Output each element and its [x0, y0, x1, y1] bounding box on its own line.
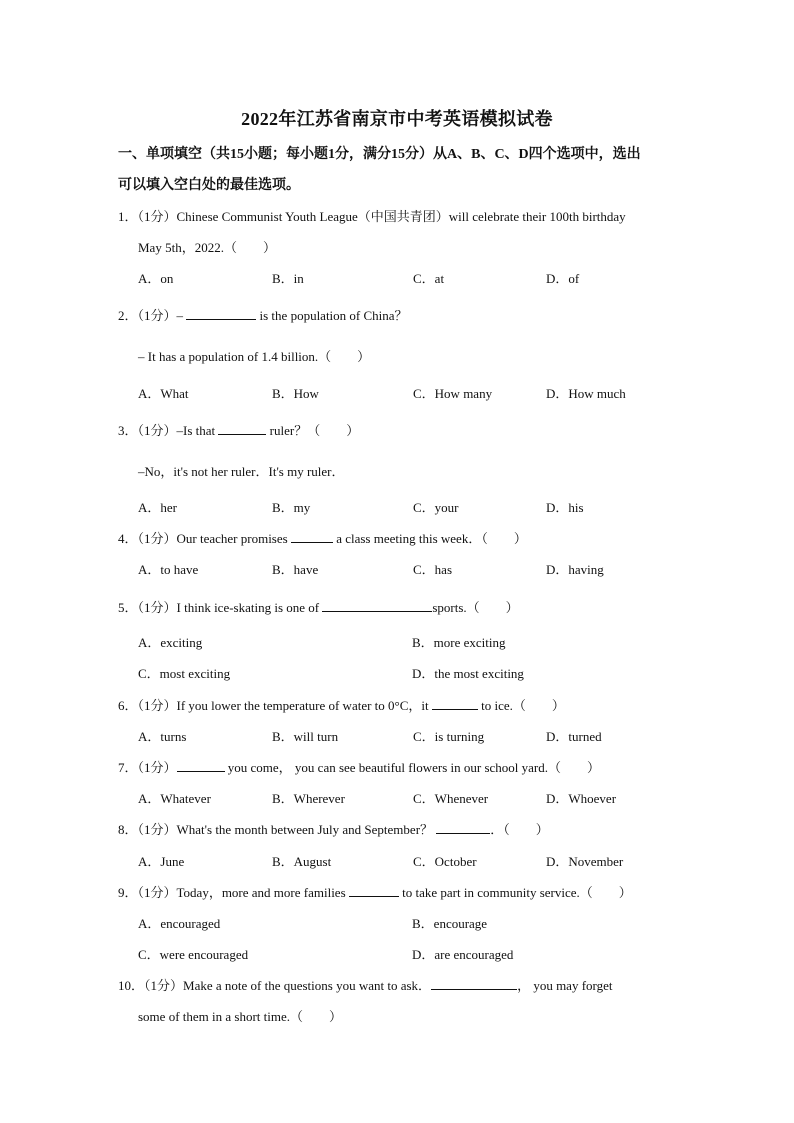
- question-10: [118, 970, 688, 1032]
- answer-blank[interactable]: [431, 975, 517, 990]
- question-stem-post: you come， you can see beautiful flowers in our school yard.（ ）: [224, 760, 600, 775]
- option-d[interactable]: D．the most exciting: [412, 666, 524, 681]
- options-5-row-1: [138, 627, 698, 658]
- section-instructions: [118, 139, 688, 201]
- option-b[interactable]: B．August: [272, 854, 332, 869]
- section-line-1: 一、单项填空（共15小题；每小题1分，满分15分）从A、B、C、D四个选项中，选出: [118, 147, 641, 162]
- option-c[interactable]: C．is turning: [413, 729, 485, 744]
- question-4: [118, 523, 688, 554]
- question-9: [118, 877, 688, 908]
- option-d[interactable]: D．Whoever: [546, 791, 617, 806]
- question-stem-pre: –Is that: [176, 423, 219, 438]
- option-c[interactable]: C．How many: [413, 386, 493, 401]
- option-b[interactable]: B．will turn: [272, 729, 339, 744]
- question-3-reply: –No，it's not her ruler．It's my ruler．: [138, 464, 345, 479]
- option-d[interactable]: D．are encouraged: [412, 947, 514, 962]
- question-number: 7．（1分）: [118, 760, 177, 775]
- options-6: [138, 721, 698, 752]
- option-a[interactable]: A．to have: [138, 562, 199, 577]
- question-number: 9．（1分）: [118, 885, 177, 900]
- question-7: [118, 752, 688, 783]
- option-b[interactable]: B．encourage: [412, 916, 488, 931]
- answer-blank[interactable]: [218, 420, 266, 435]
- option-d[interactable]: D．November: [546, 854, 624, 869]
- question-number: 6．（1分）: [118, 698, 177, 713]
- question-stem-post: to ice.（ ）: [477, 698, 565, 713]
- answer-blank[interactable]: [349, 882, 399, 897]
- option-d[interactable]: D．of: [546, 271, 580, 286]
- options-1: [138, 263, 698, 294]
- question-number: 2．（1分）: [118, 308, 177, 323]
- option-c[interactable]: C．October: [413, 854, 477, 869]
- question-stem-post: sports.（ ）: [432, 600, 519, 615]
- question-number: 4．（1分）: [118, 531, 177, 546]
- question-stem-continued: May 5th，2022.（ ）: [138, 240, 276, 255]
- question-8: [118, 814, 688, 845]
- answer-blank[interactable]: [436, 819, 490, 834]
- question-3: [118, 415, 688, 446]
- exam-title: 2022年江苏省南京市中考英语模拟试卷: [241, 109, 553, 129]
- question-1: [118, 201, 688, 263]
- option-b[interactable]: B．have: [272, 562, 319, 577]
- question-number: 10．（1分）: [118, 978, 184, 993]
- option-a[interactable]: A．encouraged: [138, 916, 221, 931]
- question-stem-post: is the population of China？: [256, 308, 408, 323]
- option-c[interactable]: C．has: [413, 562, 453, 577]
- option-d[interactable]: D．his: [546, 500, 584, 515]
- answer-blank[interactable]: [322, 597, 432, 612]
- options-9-row-1: [138, 908, 698, 939]
- option-c[interactable]: C．most exciting: [138, 666, 231, 681]
- option-d[interactable]: D．How much: [546, 386, 626, 401]
- option-a[interactable]: A．Whatever: [138, 791, 211, 806]
- option-d[interactable]: D．having: [546, 562, 604, 577]
- option-b[interactable]: B．How: [272, 386, 319, 401]
- option-c[interactable]: C．your: [413, 500, 459, 515]
- question-number: 5．（1分）: [118, 600, 177, 615]
- question-stem-pre: Our teacher promises: [176, 531, 291, 546]
- question-stem-continued: some of them in a short time.（ ）: [138, 1009, 343, 1024]
- question-number: 8．（1分）: [118, 822, 177, 837]
- answer-blank[interactable]: [186, 305, 256, 320]
- option-a[interactable]: A．June: [138, 854, 185, 869]
- option-b[interactable]: B．my: [272, 500, 311, 515]
- option-a[interactable]: A．her: [138, 500, 177, 515]
- options-4: [138, 554, 698, 585]
- question-number: 3．（1分）: [118, 423, 177, 438]
- question-stem-post: ．（ ）: [490, 822, 549, 837]
- question-2: [118, 300, 688, 331]
- option-a[interactable]: A．What: [138, 386, 189, 401]
- question-number: 1．（1分）: [118, 209, 177, 224]
- section-line-2: 可以填入空白处的最佳选项。: [118, 178, 300, 193]
- answer-blank[interactable]: [432, 695, 478, 710]
- option-c[interactable]: C．at: [413, 271, 445, 286]
- question-stem-pre: I think ice-skating is one of: [176, 600, 323, 615]
- question-6: [118, 690, 688, 721]
- option-c[interactable]: C．were encouraged: [138, 947, 249, 962]
- answer-blank[interactable]: [291, 528, 333, 543]
- question-stem-post: a class meeting this week．（ ）: [332, 531, 527, 546]
- option-b[interactable]: B．in: [272, 271, 304, 286]
- options-9-row-2: [138, 939, 698, 970]
- options-8: [138, 846, 698, 877]
- options-7: [138, 783, 698, 814]
- options-5-row-2: [138, 658, 698, 689]
- options-3: [138, 492, 698, 523]
- question-stem-pre: If you lower the temperature of water to 0°C，it: [176, 698, 432, 713]
- options-2: [138, 378, 698, 409]
- option-c[interactable]: C．Whenever: [413, 791, 489, 806]
- question-stem-post: to take part in community service.（ ）: [398, 885, 632, 900]
- option-a[interactable]: A．exciting: [138, 635, 203, 650]
- question-2-reply: – It has a population of 1.4 billion.（ ）: [138, 349, 371, 364]
- option-b[interactable]: B．more exciting: [412, 635, 506, 650]
- question-stem-pre: –: [176, 308, 187, 323]
- option-a[interactable]: A．on: [138, 271, 174, 286]
- question-stem-post: ， you may forget: [517, 978, 613, 993]
- question-stem-pre: What's the month between July and September？: [176, 822, 437, 837]
- option-a[interactable]: A．turns: [138, 729, 187, 744]
- option-b[interactable]: B．Wherever: [272, 791, 345, 806]
- question-stem-pre: Today，more and more families: [176, 885, 349, 900]
- option-d[interactable]: D．turned: [546, 729, 602, 744]
- question-stem-pre: Make a note of the questions you want to ask．: [183, 978, 432, 993]
- question-stem: Chinese Communist Youth League（中国共青团）will celebrate their 100th birthday: [176, 209, 626, 224]
- question-stem-post: ruler？（ ）: [266, 423, 360, 438]
- answer-blank[interactable]: [177, 757, 225, 772]
- question-5: [118, 592, 688, 623]
